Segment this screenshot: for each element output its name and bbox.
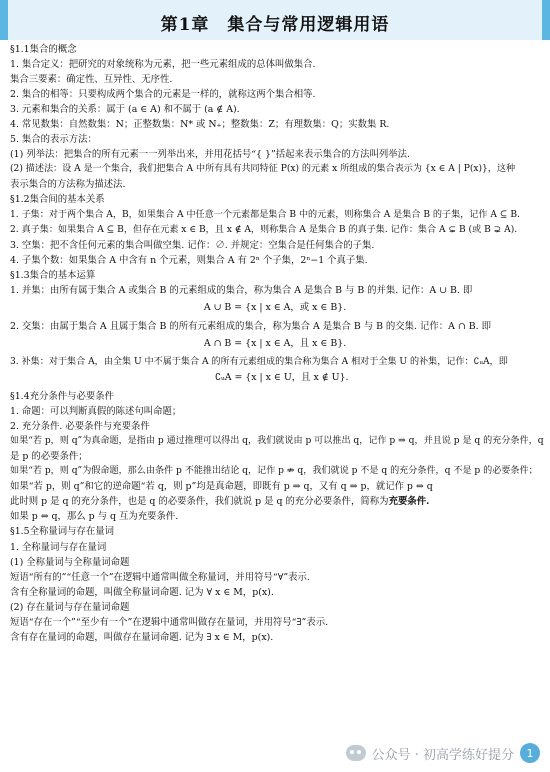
text-line: 4. 常见数集：自然数集：N；正整数集：N* 或 N₊；整数集：Z；有理数集：Q；实数集 R. — [10, 119, 390, 131]
text-line: 表示集合的方法称为描述法. — [10, 179, 126, 191]
watermark-text: 公众号 · 初高学练好提分 — [371, 747, 514, 763]
text-line: 含有全称量词的命题，叫做全称量词命题. 记为 ∀ x ∈ M，p(x). — [10, 586, 274, 598]
text-line: 1. 命题：可以判断真假的陈述句叫命题； — [10, 406, 182, 418]
text-line: 是 p 的必要条件； — [10, 451, 88, 463]
text-line: 5. 集合的表示方法： — [10, 134, 97, 146]
text-line: (2) 存在量词与存在量词命题 — [10, 601, 130, 613]
emphasis-term: 充要条件. — [388, 496, 430, 508]
text-line: 2. 集合的相等：只要构成两个集合的元素是一样的，就称这两个集合相等. — [10, 89, 316, 101]
text-line: (2) 描述法：设 A 是一个集合，我们把集合 A 中所有具有共同特征 P(x) 的元素 x 所组成的集合表示为 {x ∈ A | P(x)}，这种 — [10, 164, 516, 175]
text-line: (1) 全称量词与全称量词命题 — [10, 556, 130, 568]
text-line: 3. 补集：对于集合 A，由全集 U 中不属于集合 A 的所有元素组成的集合称为集合 A 相对于全集 U 的补集，记作：∁ᵤA，即 — [10, 356, 508, 367]
text-line: 3. 元素和集合的关系：属于 (a ∈ A) 和不属于 (a ∉ A). — [10, 104, 240, 116]
document-body — [10, 42, 544, 645]
text-line: 如果“若 p，则 q”和它的逆命题“若 q，则 p”均是真命题，即既有 p ⇒ q，又有 q ⇒ p，就记作 p ⇔ q — [10, 481, 433, 493]
text-line: 如果“若 p，则 q”为真命题，是指由 p 通过推理可以得出 q，我们就说由 p 可以推出 q，记作 p ⇒ q，并且说 p 是 q 的充分条件，q — [10, 436, 544, 447]
text-line: 4. 子集个数：如果集合 A 中含有 n 个元素，则集合 A 有 2ⁿ 个子集，2ⁿ−1 个真子集. — [10, 254, 368, 266]
text-line: 2. 真子集：如果集合 A ⊆ B，但存在元素 x ∈ B，且 x ∉ A，则称集合 A 是集合 B 的真子集. 记作：集合 A ⊊ B (或 B ⊋ A). — [10, 224, 518, 235]
section-heading: §1.1集合的概念 — [10, 44, 77, 55]
chapter-title: 第1章 集合与常用逻辑用语 — [160, 15, 390, 35]
text-line: 3. 空集：把不含任何元素的集合叫做空集. 记作：∅. 并规定：空集合是任何集合的子集. — [10, 239, 375, 251]
watermark — [346, 738, 540, 768]
text-line: 2. 交集：由属于集合 A 且属于集合 B 的所有元素组成的集合，称为集合 A 是集合 B 与 B 的交集. 记作：A ∩ B. 即 — [10, 320, 491, 332]
text-line: 如果 p ⇔ q，那么 p 与 q 互为充要条件. — [10, 511, 179, 523]
formula-union: A ∪ B = {x | x ∈ A，或 x ∈ B}. — [203, 301, 347, 313]
text-line: 短语“所有的”“任意一个”在逻辑中通常叫做全称量词，并用符号“∀”表示. — [10, 571, 310, 583]
text-line: 1. 并集：由所有属于集合 A 或集合 B 的元素组成的集合，称为集合 A 是集合 B 与 B 的并集. 记作：A ∪ B. 即 — [10, 284, 473, 296]
section-heading: §1.5全称量词与存在量词 — [10, 526, 114, 538]
formula-complement: ∁ᵤA = {x | x ∈ U，且 x ∉ U}. — [215, 371, 349, 383]
text-line: (1) 列举法：把集合的所有元素一一列举出来，并用花括号“{ }”括起来表示集合的方法叫列举法. — [10, 149, 410, 161]
text-line-content: 此时则 p 是 q 的充分条件，也是 q 的必要条件，我们就说 p 是 q 的充分必要条件，简称为 — [10, 496, 389, 508]
text-line: 1. 集合定义：把研究的对象统称为元素，把一些元素组成的总体叫做集合. — [10, 59, 316, 71]
text-line — [10, 494, 540, 509]
text-line: 集合三要素：确定性、互异性、无序性. — [10, 74, 173, 86]
text-line: 2. 充分条件. 必要条件与充要条件 — [10, 421, 150, 433]
formula-intersection: A ∩ B = {x | x ∈ A，且 x ∈ B}. — [203, 337, 347, 349]
page-number-badge: 1 — [520, 743, 540, 763]
text-line: 短语“存在一个”“至少有一个”在逻辑中通常叫做存在量词，并用符号“∃”表示. — [10, 616, 329, 628]
text-line: 如果“若 p，则 q”为假命题，那么由条件 p 不能推出结论 q，记作 p ⇏ q，我们就说 p 不是 q 的充分条件，q 不是 p 的必要条件； — [10, 466, 538, 477]
text-line: 1. 全称量词与存在量词 — [10, 541, 107, 553]
text-line: 1. 子集：对于两个集合 A，B，如果集合 A 中任意一个元素都是集合 B 中的元素，则称集合 A 是集合 B 的子集，记作 A ⊆ B. — [10, 209, 520, 220]
wechat-icon — [346, 745, 366, 761]
section-heading: §1.4充分条件与必要条件 — [10, 391, 114, 403]
section-heading: §1.3集合的基本运算 — [10, 269, 96, 281]
text-line: 含有存在量词的命题，叫做存在量词命题. 记为 ∃ x ∈ M，p(x). — [10, 631, 274, 643]
section-heading: §1.2集合间的基本关系 — [10, 194, 105, 206]
